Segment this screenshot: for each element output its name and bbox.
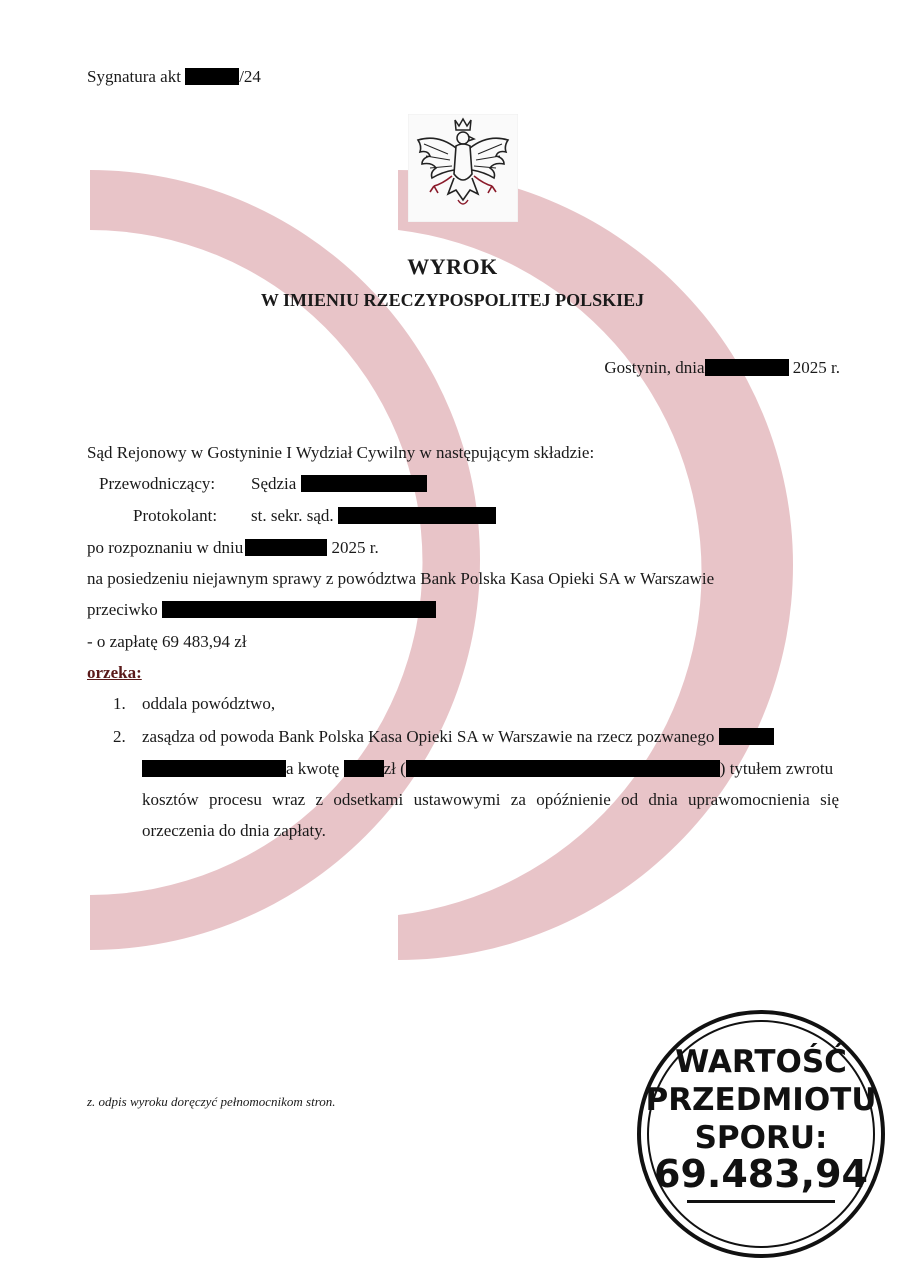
against-label: przeciwko — [87, 600, 158, 619]
stamp-line: SPORU: — [694, 1120, 828, 1156]
ruling-item-line — [142, 727, 774, 747]
stamp-underline — [687, 1200, 835, 1203]
page-subtitle: W IMIENIU RZECZYPOSPOLITEJ POLSKIEJ — [260, 290, 645, 310]
place-date-suffix: 2025 r. — [792, 358, 840, 377]
clerk-value — [251, 506, 496, 526]
ruling-item-text: ) tytułem zwrotu — [719, 759, 834, 778]
redaction-block — [338, 507, 496, 524]
ruling-item-number: 2. — [113, 727, 126, 746]
redaction-block — [162, 601, 436, 618]
stamp-line: WARTOŚĆ — [675, 1044, 847, 1080]
redaction-block — [185, 68, 239, 85]
ruling-item-line: orzeczenia do dnia zapłaty. — [142, 821, 326, 840]
redaction-block — [142, 760, 286, 777]
claim-line: - o zapłatę 69 483,94 zł — [87, 632, 247, 651]
ruling-item-text: oddala powództwo, — [142, 694, 276, 713]
redaction-block — [344, 760, 384, 777]
signature-suffix: /24 — [239, 67, 261, 86]
place-date-prefix: Gostynin, dnia — [604, 358, 705, 377]
ruling-item-number: 1. — [113, 694, 126, 713]
footer-note: z. odpis wyroku doręczyć pełnomocnikom stron. — [87, 1094, 336, 1109]
examined-prefix: po rozpoznaniu w dniu — [87, 538, 244, 557]
examined-suffix: 2025 r. — [331, 538, 379, 557]
redaction-block — [719, 728, 774, 745]
page-title: WYROK — [407, 254, 498, 279]
ruling-item-line — [142, 759, 833, 779]
session-line: na posiedzeniu niejawnym sprawy z powództwa Bank Polska Kasa Opieki SA w Warszawie — [87, 569, 715, 588]
examined-date — [87, 538, 379, 558]
chair-value — [251, 474, 427, 494]
redaction-block — [406, 760, 720, 777]
signature-label: Sygnatura akt — [87, 67, 181, 86]
ruling-label: orzeka: — [87, 663, 142, 682]
value-stamp — [637, 1010, 885, 1258]
ruling-item-text: zł ( — [383, 759, 406, 778]
polish-eagle-emblem-icon — [408, 114, 518, 222]
chair-label: Przewodniczący: — [99, 474, 216, 493]
clerk-label: Protokolant: — [133, 506, 218, 525]
stamp-value: 69.483,94 — [654, 1152, 868, 1196]
ruling-item-line: kosztów procesu wraz z odsetkami ustawowymi za opóźnienie od dnia uprawomocnienia się — [142, 790, 839, 809]
stamp-line: PRZEDMIOTU — [645, 1082, 877, 1118]
ruling-item-text: zasądza od powoda Bank Polska Kasa Opieki SA w Warszawie na rzecz pozwanego — [142, 727, 715, 746]
redaction-block — [301, 475, 427, 492]
court-line: Sąd Rejonowy w Gostyninie I Wydział Cywilny w następującym składzie: — [87, 443, 595, 462]
ruling-item-text: a kwotę — [286, 759, 340, 778]
redaction-block — [245, 539, 327, 556]
chair-role: Sędzia — [251, 474, 297, 493]
case-signature — [87, 67, 261, 87]
clerk-role: st. sekr. sąd. — [251, 506, 334, 525]
redaction-block — [705, 359, 789, 376]
against-line — [87, 600, 436, 620]
place-date — [604, 358, 840, 378]
